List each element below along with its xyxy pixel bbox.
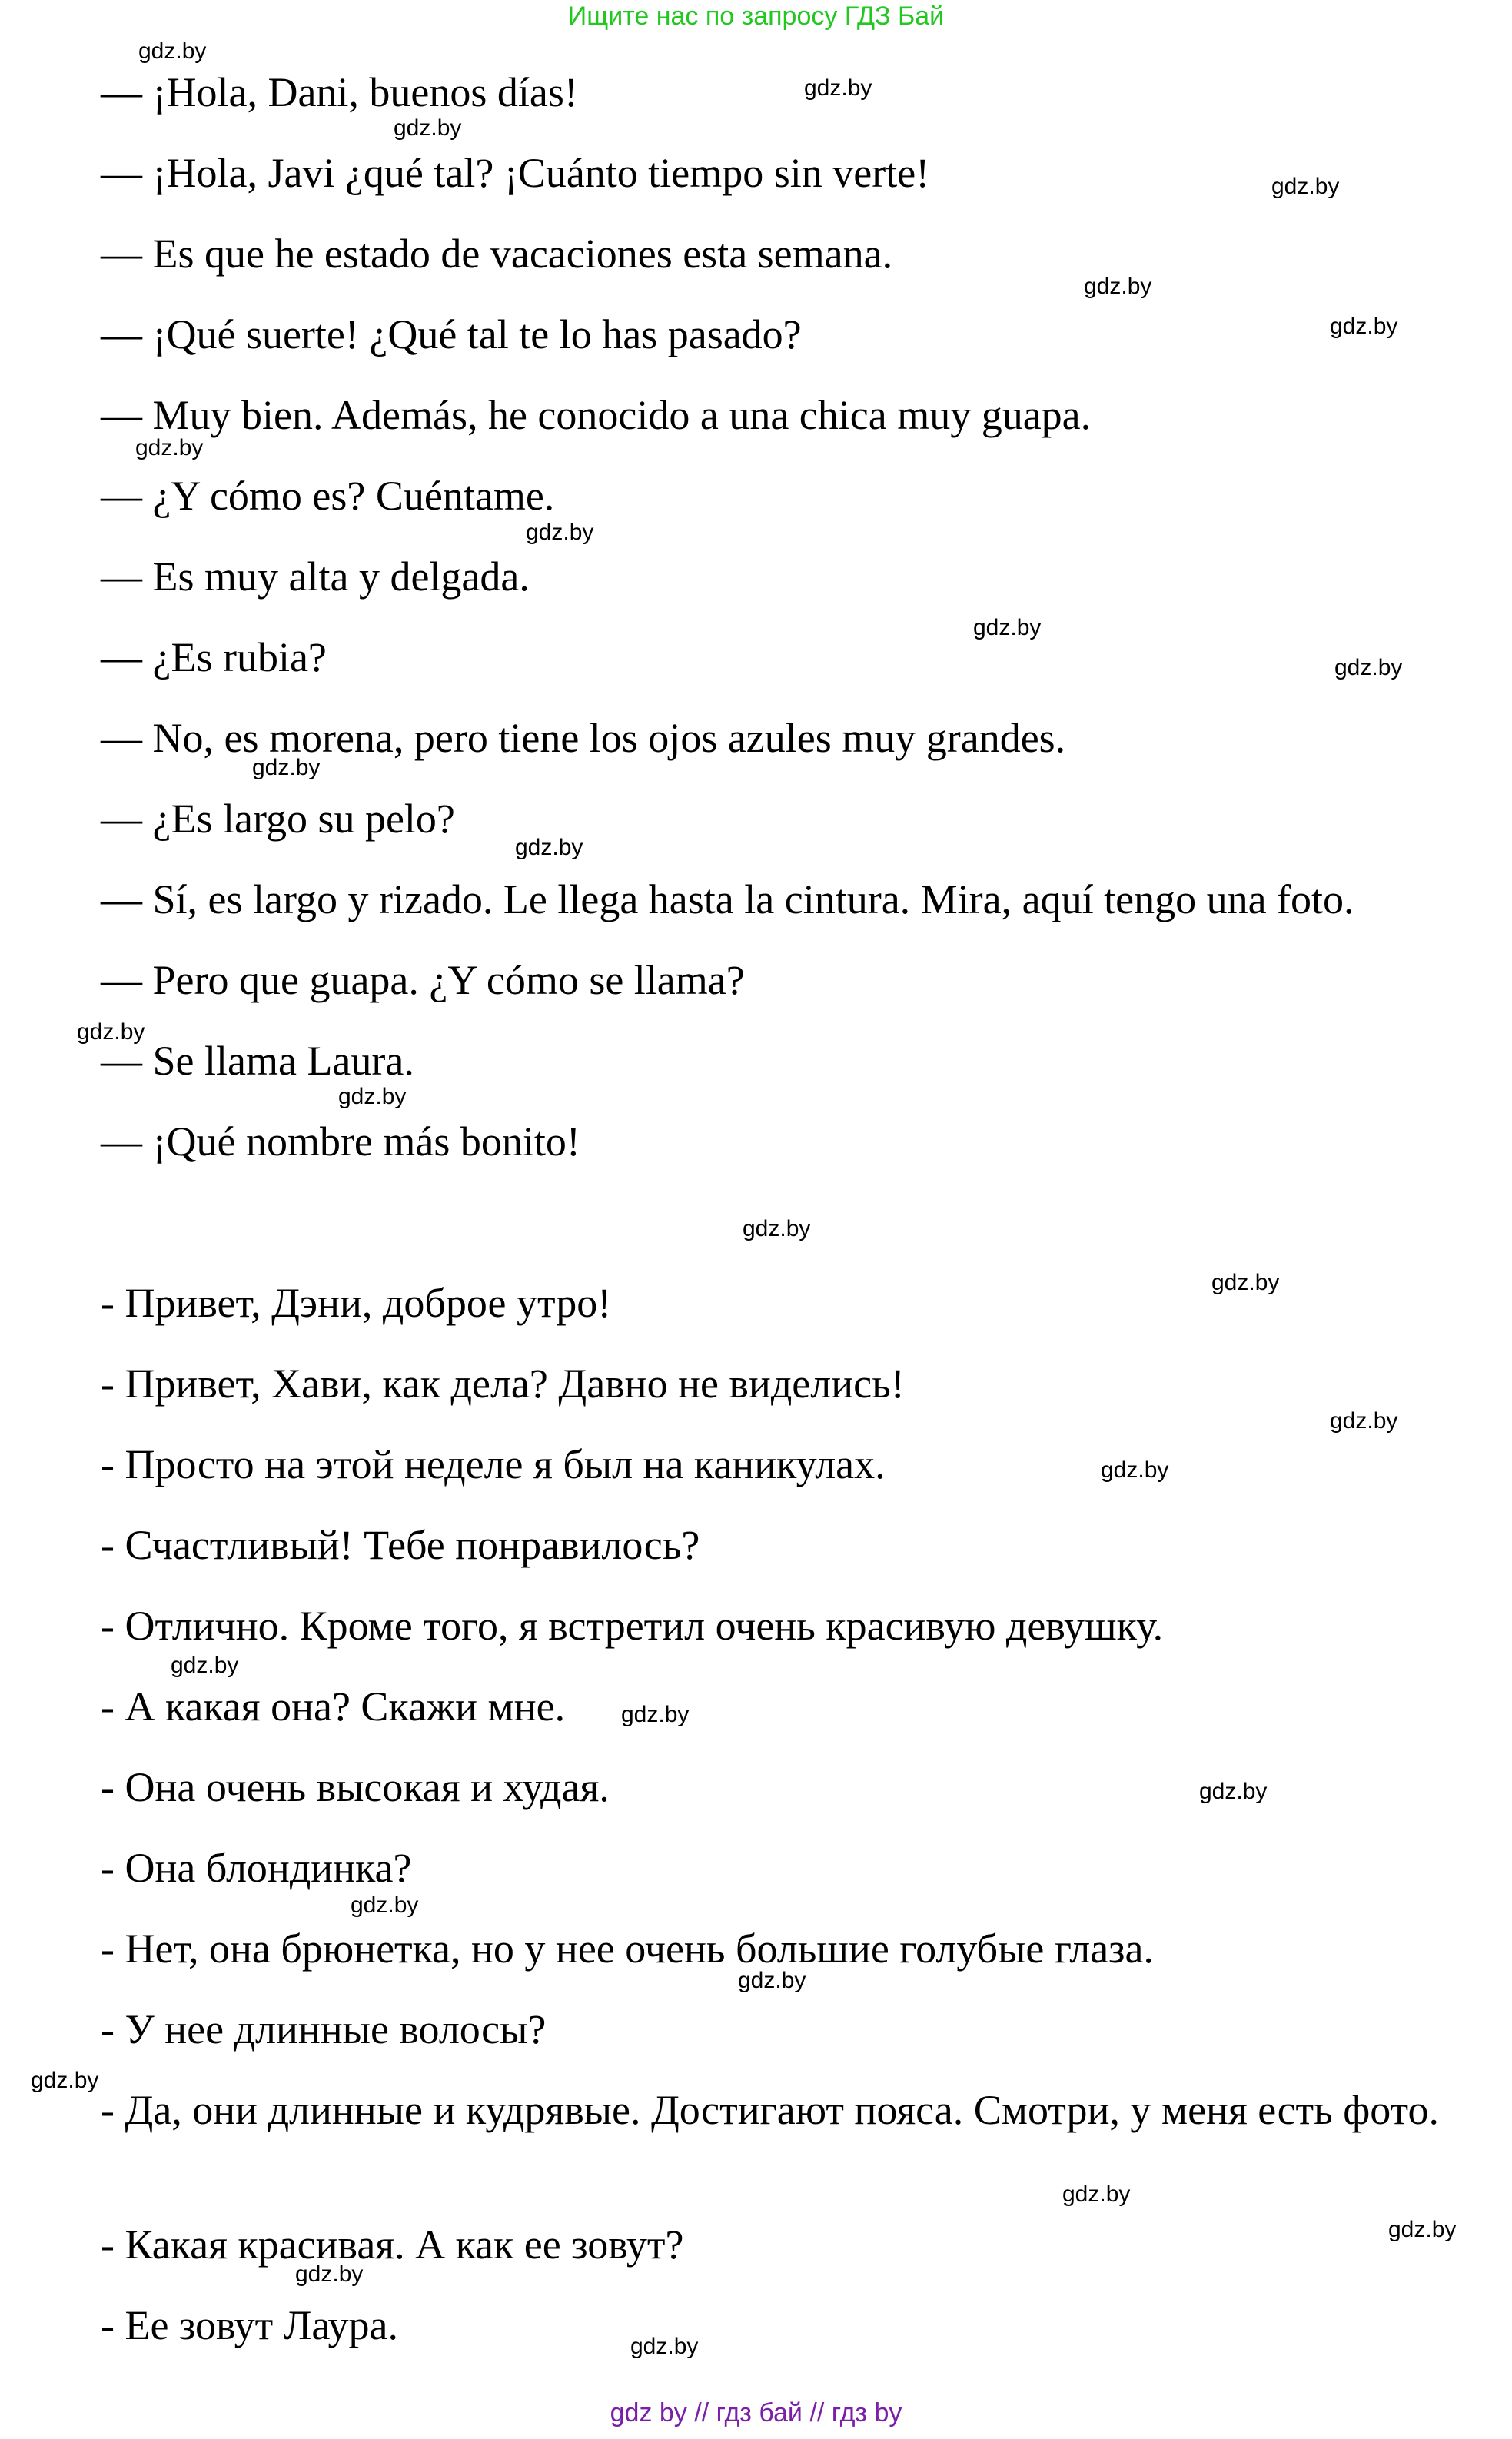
watermark: gdz.by — [1211, 1270, 1280, 1295]
watermark: gdz.by — [171, 1653, 239, 1678]
spanish-line-5: — Muy bien. Además, he conocido a una chica muy guapa. — [101, 392, 1092, 438]
watermark: gdz.by — [1101, 1457, 1169, 1483]
russian-line-8: - Она блондинка? — [101, 1845, 412, 1891]
watermark: gdz.by — [1271, 174, 1340, 199]
watermark: gdz.by — [630, 2334, 699, 2359]
watermark: gdz.by — [743, 1216, 811, 1241]
watermark: gdz.by — [351, 1892, 419, 1918]
spanish-line-12: — Pero que guapa. ¿Y cómo se llama? — [101, 957, 745, 1003]
spanish-line-10: — ¿Es largo su pelo? — [101, 796, 455, 842]
watermark: gdz.by — [1330, 1408, 1398, 1434]
spanish-line-4: — ¡Qué suerte! ¿Qué tal te lo has pasado? — [101, 311, 802, 357]
spanish-line-9: — No, es morena, pero tiene los ojos azules muy grandes. — [101, 715, 1066, 761]
watermark: gdz.by — [138, 38, 207, 64]
spanish-line-13: — Se llama Laura. — [101, 1038, 414, 1084]
watermark: gdz.by — [135, 435, 204, 460]
spanish-line-7: — Es muy alta y delgada. — [101, 553, 530, 600]
watermark: gdz.by — [252, 755, 321, 780]
russian-line-9: - Нет, она брюнетка, но у нее очень большие голубые глаза. — [101, 1926, 1154, 1972]
russian-line-12: - Какая красивая. А как ее зовут? — [101, 2221, 684, 2268]
watermark: gdz.by — [31, 2068, 99, 2093]
spanish-line-11: — Sí, es largo y rizado. Le llega hasta la cintura. Mira, aquí tengo una foto. — [101, 876, 1354, 922]
watermark: gdz.by — [621, 1702, 690, 1727]
russian-line-2: - Привет, Хави, как дела? Давно не виделись! — [101, 1361, 905, 1407]
russian-line-13: - Ее зовут Лаура. — [101, 2302, 399, 2348]
watermark: gdz.by — [526, 520, 594, 545]
watermark: gdz.by — [1334, 655, 1403, 680]
watermark: gdz.by — [973, 615, 1042, 640]
watermark: gdz.by — [1062, 2181, 1131, 2207]
watermark: gdz.by — [1330, 314, 1398, 339]
watermark: gdz.by — [804, 75, 872, 101]
spanish-line-8: — ¿Es rubia? — [101, 634, 327, 680]
russian-line-4: - Счастливый! Тебе понравилось? — [101, 1522, 700, 1568]
spanish-line-3: — Es que he estado de vacaciones esta semana. — [101, 231, 893, 277]
top-banner: Ищите нас по запросу ГДЗ Бай — [567, 2, 945, 31]
spanish-line-1: — ¡Hola, Dani, buenos días! — [101, 69, 578, 115]
watermark: gdz.by — [1199, 1779, 1268, 1804]
watermark: gdz.by — [1388, 2217, 1457, 2242]
russian-line-10: - У нее длинные волосы? — [101, 2006, 547, 2052]
russian-line-5: - Отлично. Кроме того, я встретил очень красивую девушку. — [101, 1603, 1164, 1649]
watermark: gdz.by — [1084, 274, 1152, 299]
watermark: gdz.by — [338, 1084, 407, 1109]
watermark: gdz.by — [394, 115, 462, 141]
watermark: gdz.by — [295, 2261, 364, 2287]
russian-line-1: - Привет, Дэни, доброе утро! — [101, 1280, 612, 1326]
russian-line-3: - Просто на этой неделе я был на каникулах. — [101, 1441, 886, 1487]
spanish-line-2: — ¡Hola, Javi ¿qué tal? ¡Cuánto tiempo sin verte! — [101, 150, 930, 196]
russian-line-6: - А какая она? Скажи мне. — [101, 1683, 566, 1730]
watermark: gdz.by — [515, 835, 583, 860]
footer-links[interactable]: gdz by // гдз бай // гдз by — [610, 2398, 902, 2427]
russian-line-7: - Она очень высокая и худая. — [101, 1764, 610, 1810]
spanish-line-6: — ¿Y cómo es? Cuéntame. — [101, 473, 555, 519]
watermark: gdz.by — [738, 1968, 806, 1993]
russian-line-11: - Да, они длинные и кудрявые. Достигают пояса. Смотри, у меня есть фото. — [101, 2087, 1439, 2133]
watermark: gdz.by — [77, 1019, 145, 1045]
spanish-line-14: — ¡Qué nombre más bonito! — [101, 1118, 580, 1165]
